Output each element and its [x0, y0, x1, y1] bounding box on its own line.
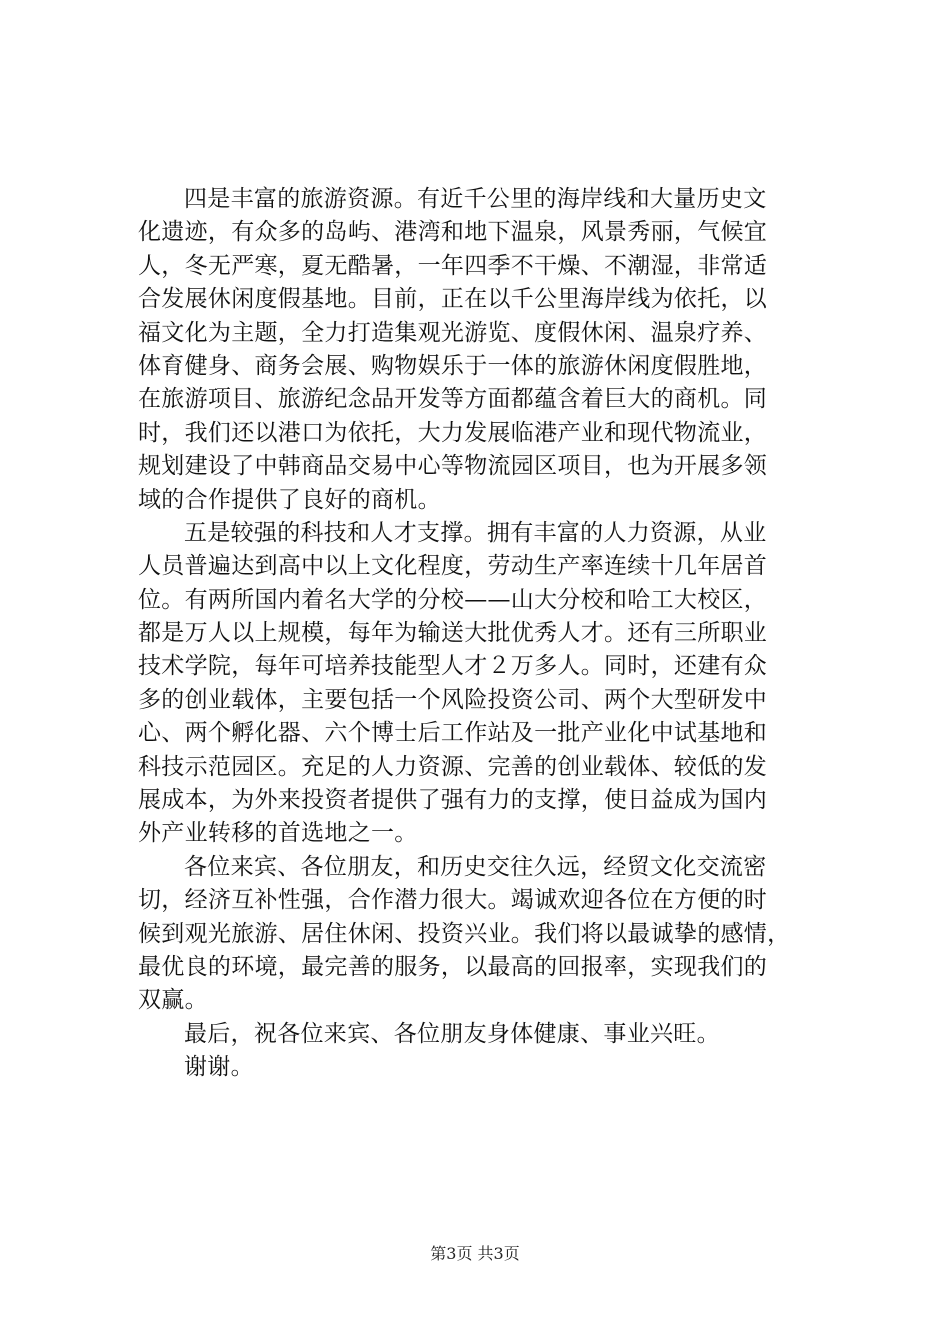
paragraph: [138, 183, 838, 517]
text-line: 时，我们还以港口为依托，大力发展临港产业和现代物流业，: [138, 419, 768, 446]
text-line: 化遗迹，有众多的岛屿、港湾和地下温泉，风景秀丽，气候宜: [138, 219, 768, 246]
text-line: 在旅游项目、旅游纪念品开发等方面都蕴含着巨大的商机。同: [138, 386, 768, 413]
document-body: [138, 183, 838, 1085]
text-line: 体育健身、商务会展、购物娱乐于一体的旅游休闲度假胜地，: [138, 352, 768, 379]
page-number-label: 第3页 共3页: [430, 1244, 520, 1263]
text-line: 切，经济互补性强，合作潜力很大。竭诚欢迎各位在方便的时: [138, 887, 768, 914]
paragraph: [138, 1051, 838, 1084]
text-line: 人员普遍达到高中以上文化程度，劳动生产率连续十几年居首: [138, 553, 768, 580]
text-line: 各位来宾、各位朋友，和历史交往久远，经贸文化交流密: [184, 853, 767, 880]
text-line: 四是丰富的旅游资源。有近千公里的海岸线和大量历史文: [184, 186, 767, 212]
text-line: 候到观光旅游、居住休闲、投资兴业。我们将以最诚挚的感情，: [138, 920, 791, 947]
page-footer: [0, 1242, 950, 1266]
text-line: 心、两个孵化器、六个博士后工作站及一批产业化中试基地和: [138, 720, 768, 747]
text-line: 多的创业载体，主要包括一个风险投资公司、两个大型研发中: [138, 686, 768, 713]
text-line: 人，冬无严寒，夏无酷暑，一年四季不干燥、不潮湿，非常适: [138, 252, 768, 279]
text-line: 最后，祝各位来宾、各位朋友身体健康、事业兴旺。: [184, 1020, 720, 1047]
text-line: 展成本，为外来投资者提供了强有力的支撑，使日益成为国内: [138, 787, 768, 814]
paragraph: [138, 517, 838, 851]
text-line: 规划建设了中韩商品交易中心等物流园区项目，也为开展多领: [138, 453, 768, 480]
text-line: 域的合作提供了良好的商机。: [138, 486, 441, 513]
text-line: 五是较强的科技和人才支撑。拥有丰富的人力资源，从业: [184, 519, 767, 546]
text-line: 双赢。: [138, 987, 208, 1014]
text-line: 谢谢。: [184, 1054, 254, 1081]
paragraph: [138, 1018, 838, 1051]
text-line: 外产业转移的首选地之一。: [138, 820, 418, 847]
text-line: 都是万人以上规模，每年为输送大批优秀人才。还有三所职业: [138, 620, 768, 647]
text-line: 最优良的环境，最完善的服务，以最高的回报率，实现我们的: [138, 953, 768, 980]
text-line: 位。有两所国内着名大学的分校——山大分校和哈工大校区，: [138, 586, 768, 613]
paragraph: [138, 851, 838, 1018]
text-line: 科技示范园区。充足的人力资源、完善的创业载体、较低的发: [138, 753, 768, 780]
text-line: 技术学院，每年可培养技能型人才２万多人。同时，还建有众: [138, 653, 768, 680]
text-line: 福文化为主题，全力打造集观光游览、度假休闲、温泉疗养、: [138, 319, 768, 346]
text-line: 合发展休闲度假基地。目前，正在以千公里海岸线为依托，以: [138, 286, 768, 313]
